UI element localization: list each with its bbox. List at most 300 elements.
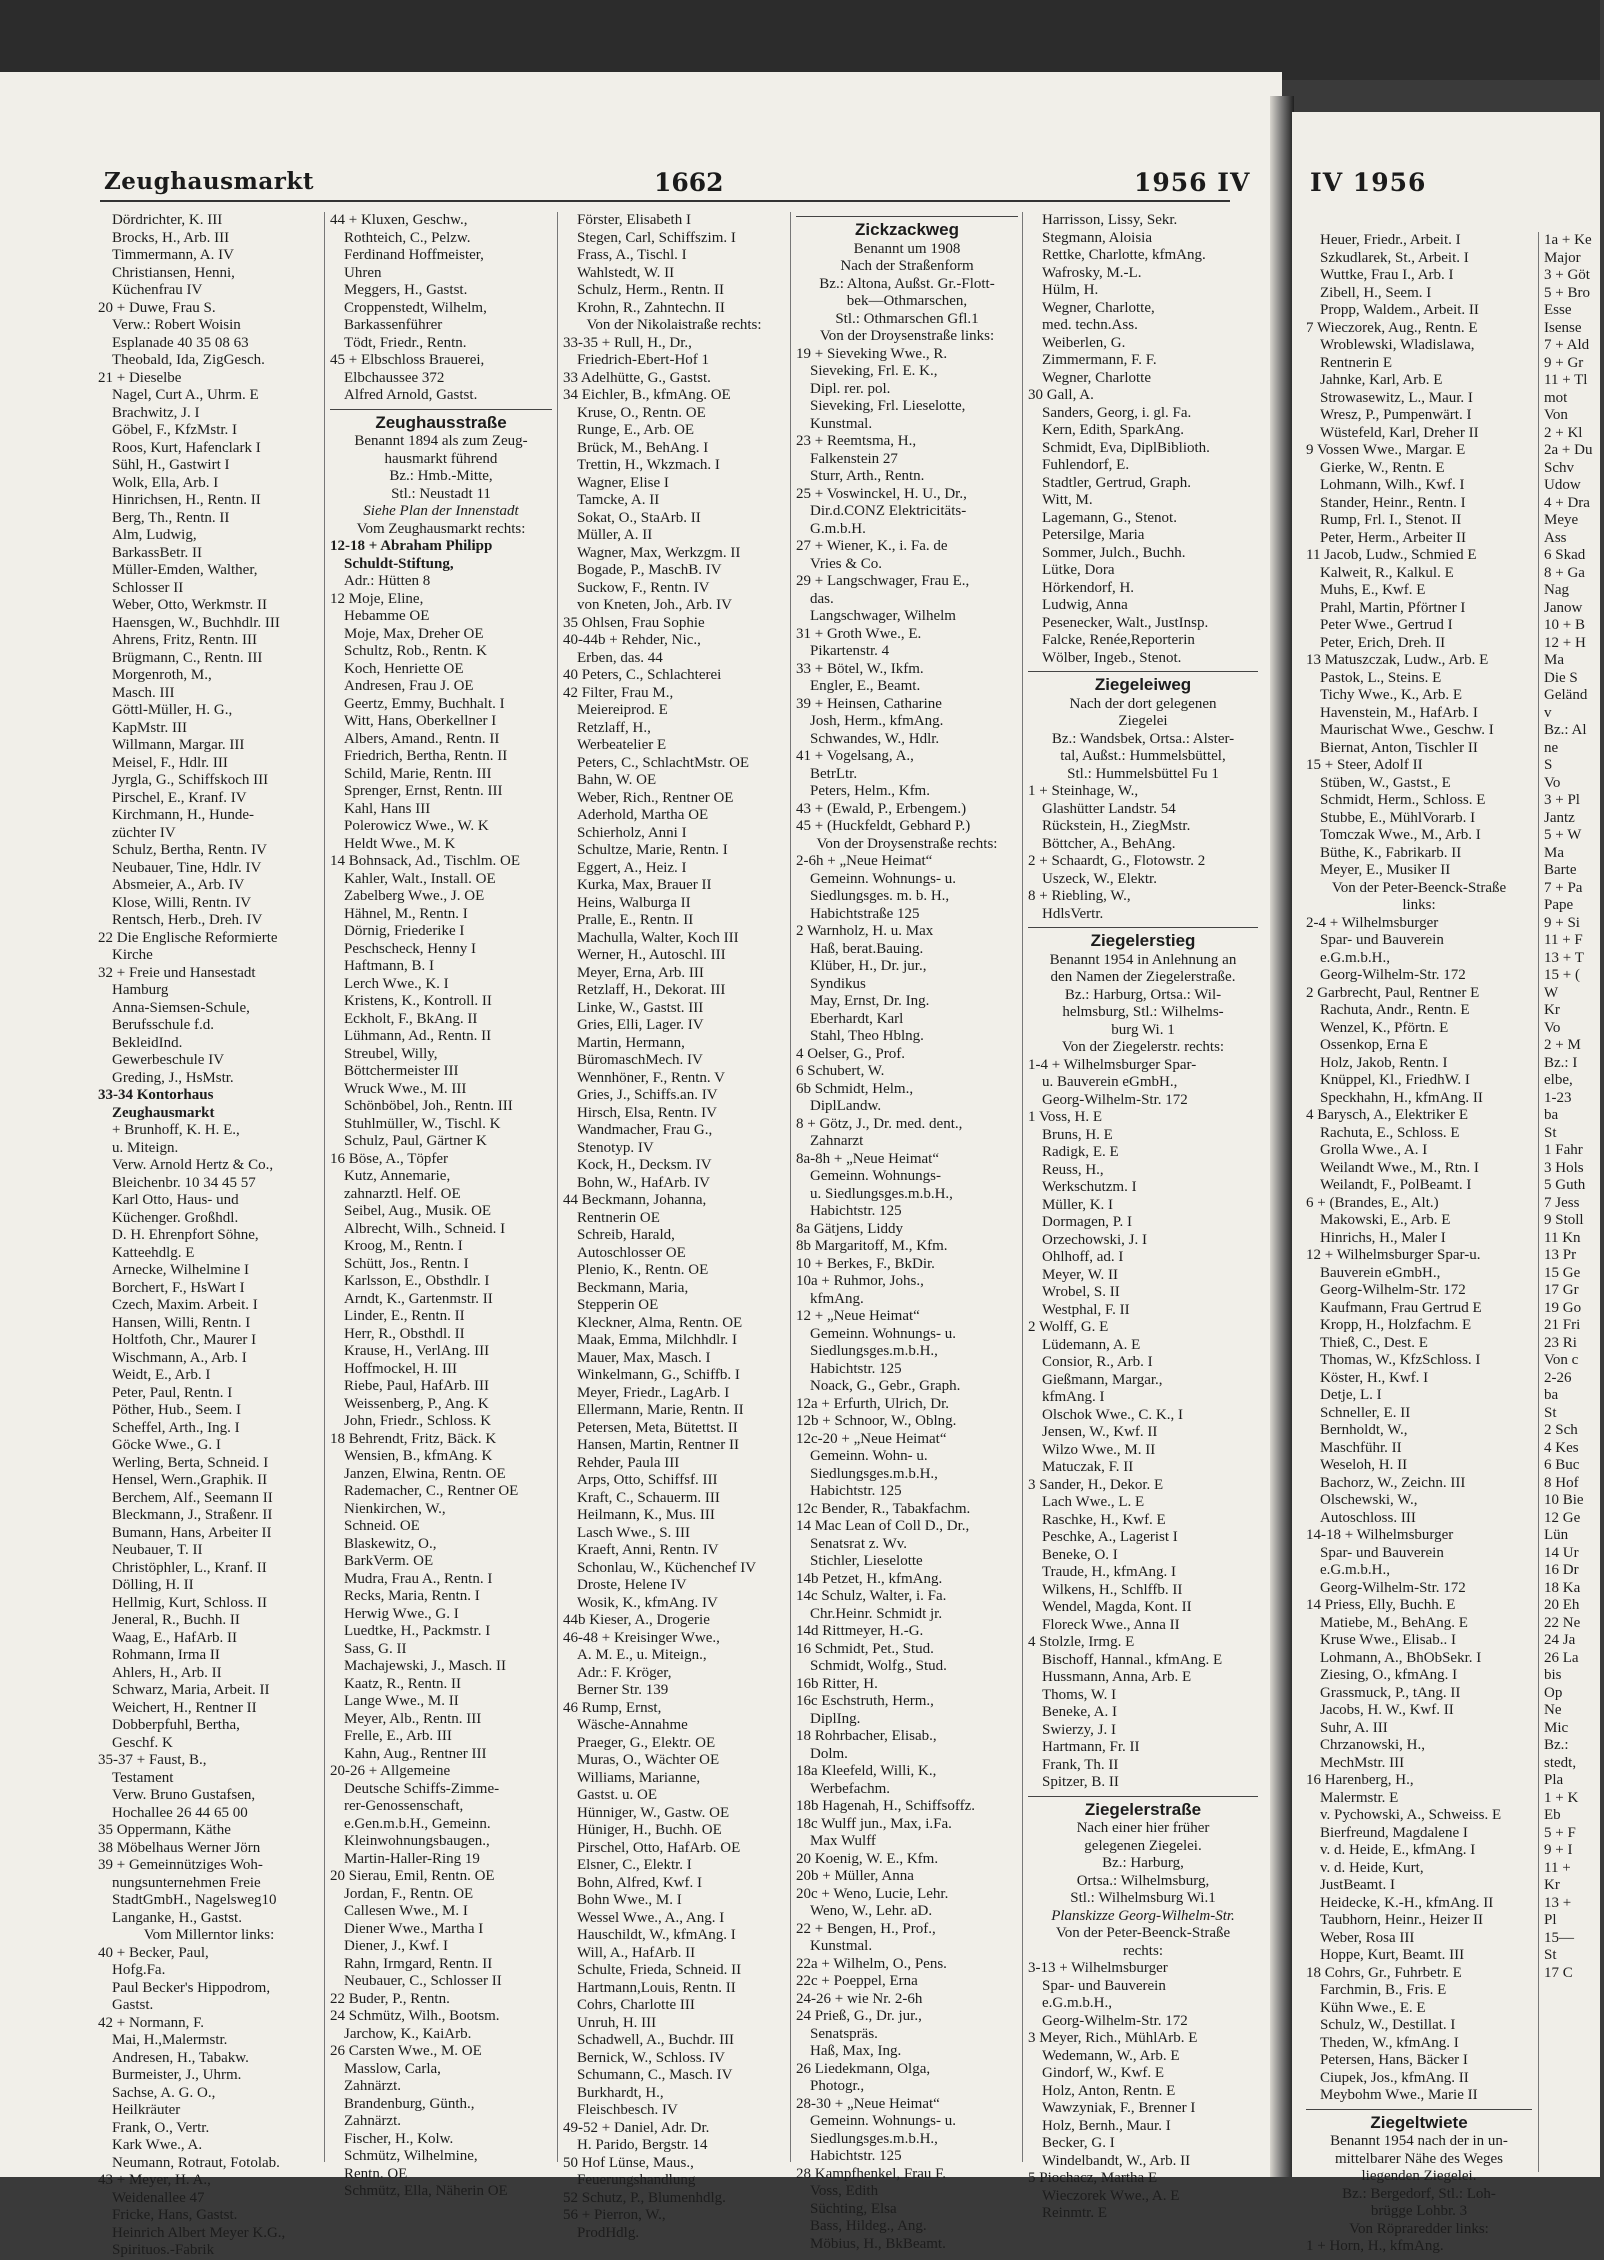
directory-entry-line: Habichtstr. 125 (810, 2148, 902, 2164)
directory-entry-line: Mic (1544, 1719, 1569, 1736)
directory-entry-line: Timmermann, A. IV (112, 247, 234, 263)
directory-entry-line: Berg, Th., Rentn. II (112, 509, 230, 526)
directory-entry-line: 42 + Normann, F. (98, 2014, 205, 2031)
directory-entry-line: Fuhlendorf, E. (1042, 457, 1130, 473)
directory-entry-line: Wawzyniak, F., Brenner I (1042, 2100, 1196, 2116)
directory-entry-line: burg Wi. 1 (1111, 1021, 1175, 1038)
directory-entry-line: Bumann, Hans, Arbeiter II (112, 1524, 272, 1541)
directory-entry-line: 5 Guth (1544, 1177, 1586, 1193)
directory-entry-line: Wensien, B., kfmAng. K (344, 1448, 493, 1464)
right-page-running-head: IV 1956 (1310, 168, 1427, 197)
directory-entry-line: Zabelberg Wwe., J. OE (344, 888, 485, 904)
directory-entry-line: Siedlungsges.m.b.H., (810, 2130, 938, 2147)
directory-entry-line: Zibell, H., Seem. I (1320, 284, 1432, 301)
directory-entry-line: Bruns, H. E (1042, 1126, 1113, 1143)
directory-entry-line: Hartmann, Fr. II (1042, 1739, 1140, 1755)
directory-entry-line: Maschführ. II (1320, 1439, 1402, 1456)
directory-entry-line: Lange Wwe., M. II (344, 1693, 459, 1709)
directory-entry-line: HdlsVertr. (1042, 905, 1104, 922)
directory-entry-line: Hauschildt, W., kfmAng. I (577, 1927, 736, 1943)
directory-entry-line: Diener Wwe., Martha I (344, 1920, 484, 1937)
directory-entry-line: Consior, R., Arb. I (1042, 1354, 1153, 1370)
directory-entry-line: 42 Filter, Frau M., (563, 684, 674, 701)
directory-entry-line: Gastst. u. OE (577, 1787, 657, 1803)
directory-entry-line: Müller, A. II (577, 527, 653, 543)
directory-entry-line: Fleischbesch. IV (577, 2102, 678, 2118)
directory-entry-line: 16 Dr (1544, 1562, 1579, 1578)
directory-entry-line: Haß, berat.Bauing. (810, 940, 924, 957)
directory-entry-line: Rademacher, C., Rentner OE (344, 1483, 519, 1499)
directory-entry-line: Dormagen, P. I (1042, 1214, 1132, 1230)
directory-entry-line: Neubauer, T. II (112, 1542, 203, 1558)
directory-entry-line: Hansen, Martin, Rentner II (577, 1437, 740, 1453)
directory-entry-line: Tamcke, A. II (577, 492, 660, 508)
directory-entry-line: Weber, Rosa III (1320, 1929, 1415, 1946)
directory-entry-line: Ahlers, H., Arb. II (112, 1664, 222, 1681)
directory-entry-line: 16b Ritter, H. (796, 1675, 878, 1692)
directory-entry-line: Stl.: Wilhelmsburg Wi.1 (1070, 1890, 1216, 1906)
directory-entry-line: 3-13 + Wilhelmsburger (1028, 1960, 1168, 1976)
directory-entry-line: 4 Barysch, A., Elektriker E (1306, 1107, 1469, 1123)
directory-entry-line: Wahlstedt, W. II (577, 264, 675, 281)
directory-entry-line: Suckow, F., Rentn. IV (577, 579, 710, 596)
directory-entry-line: rechts: (1123, 1942, 1163, 1959)
directory-entry-line: 18 Cohrs, Gr., Fuhrbetr. E (1306, 1964, 1462, 1981)
directory-entry-line: Weichert, H., Rentner II (112, 1699, 257, 1716)
directory-entry-line: Göttl-Müller, H. G., (112, 702, 233, 718)
directory-entry-line: Esse (1544, 302, 1572, 318)
directory-entry-line: 6 + (Brandes, E., Alt.) (1306, 1194, 1439, 1211)
directory-entry-line: 17 C (1544, 1964, 1573, 1981)
directory-entry-line: 40-44b + Rehder, Nic., (563, 632, 701, 648)
directory-entry-line: Sass, G. II (344, 1640, 407, 1657)
directory-entry-line: 18c Wulff jun., Max, i.Fa. (796, 1815, 952, 1832)
directory-entry-line: Werbeatelier E (577, 737, 667, 753)
directory-entry-line: Bischoff, Hannal., kfmAng. E (1042, 1651, 1223, 1668)
directory-entry-line: Josh, Herm., kfmAng. (810, 713, 944, 729)
directory-entry-line: Weno, W., Lehr. aD. (810, 1903, 933, 1919)
directory-entry-line: Holz, Jakob, Rentn. I (1320, 1054, 1448, 1071)
directory-entry-line: Will, A., HafArb. II (577, 1944, 696, 1961)
directory-entry-line: 10 Bie (1544, 1492, 1584, 1508)
directory-entry-line: 13 + (1544, 1894, 1572, 1911)
directory-entry-line: Siedlungsges. m. b. H., (810, 888, 950, 904)
directory-entry-line: Pesenecker, Walt., JustInsp. (1042, 614, 1209, 631)
directory-entry-line: Falkenstein 27 (810, 450, 898, 467)
directory-entry-line: u. Siedlungsges.m.b.H., (810, 1185, 953, 1202)
directory-entry-line: Vom Millerntor links: (143, 1927, 275, 1943)
directory-entry-line: 12a + Erfurth, Ulrich, Dr. (796, 1395, 950, 1412)
directory-entry-line: Retzlaff, H., Dekorat. III (577, 982, 726, 998)
directory-entry-line: 22 Buder, P., Rentn. (330, 1990, 450, 2007)
directory-entry-line: Thoms, W. I (1042, 1686, 1117, 1703)
directory-entry-line: 11 Kn (1544, 1229, 1581, 1246)
directory-entry-line: Pl (1544, 1912, 1557, 1928)
directory-entry-line: 8a Gätjens, Liddy (796, 1220, 904, 1237)
directory-entry-line: DiplLandw. (810, 1098, 882, 1114)
directory-entry-line: e.G.m.b.H., (1042, 1995, 1112, 2011)
directory-entry-line: 4 Kes (1544, 1439, 1579, 1456)
directory-entry-line: Eberhardt, Karl (810, 1010, 904, 1027)
directory-entry-line: Hirsch, Elsa, Rentn. IV (577, 1104, 717, 1121)
directory-entry-line: Gierke, W., Rentn. E (1320, 459, 1445, 476)
directory-entry-line: Anna-Siemsen-Schule, (112, 999, 250, 1016)
directory-entry-line: Ortsa.: Wilhelmsburg, (1076, 1872, 1210, 1889)
directory-entry-line: 20 + Duwe, Frau S. (98, 299, 216, 316)
directory-entry-line: helmsburg, Stl.: Wilhelms- (1062, 1004, 1224, 1020)
directory-entry-line: Weissenberg, P., Ang. K (344, 1395, 489, 1412)
directory-entry-line: 22 Die Englische Reformierte (98, 929, 278, 946)
directory-entry-line: Jordan, F., Rentn. OE (344, 1885, 474, 1902)
directory-entry-line: Farchmin, B., Fris. E (1320, 1982, 1447, 1998)
directory-entry-line: St (1544, 1404, 1557, 1421)
directory-entry-line: 31 + Groth Wwe., E. (796, 625, 922, 642)
directory-entry-line: links: (1402, 897, 1436, 913)
directory-entry-line: Kropp, H., Holzfachm. E (1320, 1317, 1472, 1333)
directory-entry-line: 3 Meyer, Rich., MühlArb. E (1028, 2030, 1198, 2046)
directory-entry-line: 12c Bender, R., Tabakfachm. (796, 1500, 971, 1517)
directory-entry-line: 8 Hof (1544, 1474, 1579, 1491)
directory-entry-line: Runge, E., Arb. OE (577, 422, 695, 438)
directory-entry-line: Prahl, Martin, Pförtner I (1320, 599, 1466, 616)
column-divider (790, 212, 791, 2162)
directory-entry-line: Linder, E., Rentn. II (344, 1308, 465, 1324)
directory-entry-line: Kahler, Walt., Install. OE (344, 870, 496, 887)
directory-entry-line: Gindorf, W., Kwf. E (1042, 2065, 1165, 2081)
directory-entry-line: Petersen, Meta, Bütettst. II (577, 1419, 738, 1436)
directory-entry-line: 22a + Wilhelm, O., Pens. (796, 1955, 947, 1972)
directory-entry-line: Wendel, Magda, Kont. II (1042, 1599, 1192, 1615)
directory-entry-line: Aderhold, Martha OE (577, 807, 709, 823)
directory-entry-line: Krause, H., VerlAng. III (344, 1343, 490, 1359)
directory-entry-line: ba (1544, 1387, 1559, 1403)
directory-entry-line: Bachorz, W., Zeichn. III (1320, 1474, 1466, 1491)
directory-entry-line: 13 + T (1544, 949, 1584, 966)
directory-entry-line: Stichler, Lieselotte (810, 1553, 923, 1569)
directory-entry-line: Heuer, Friedr., Arbeit. I (1320, 232, 1461, 248)
directory-entry-line: Bernick, W., Schloss. IV (577, 2049, 725, 2066)
directory-entry-line: Stander, Heinr., Rentn. I (1320, 494, 1466, 511)
directory-entry-line: ne (1544, 739, 1559, 756)
directory-entry-line: Albers, Amand., Rentn. II (344, 730, 500, 747)
directory-entry-line: Bohn, W., HafArb. IV (577, 1174, 710, 1191)
page-running-head: Zeughausmarkt (104, 168, 314, 195)
directory-entry-line: Kutz, Annemarie, (344, 1168, 451, 1184)
directory-entry-line: Von der Droysenstraße rechts: (816, 835, 998, 852)
directory-entry-line: Ludwig, Anna (1042, 597, 1128, 613)
directory-entry-line: Feuerungshandlung (577, 2172, 696, 2188)
right-directory-column (1306, 232, 1532, 2256)
directory-entry-line: 20 Sierau, Emil, Rentn. OE (330, 1868, 495, 1884)
directory-entry-line: brügge Lohbr. 3 (1370, 2203, 1468, 2219)
directory-entry-line: 14 Mac Lean of Coll D., Dr., (796, 1518, 970, 1534)
directory-entry-line: Hinrichs, H., Maler I (1320, 1229, 1446, 1246)
directory-entry-line: 38 Möbelhaus Werner Jörn (98, 1839, 261, 1856)
directory-entry-line: 10 + B (1544, 617, 1585, 633)
directory-entry-line: Nienkirchen, W., (344, 1500, 446, 1517)
directory-entry-line: v. d. Heide, E., kfmAng. I (1320, 1842, 1476, 1858)
directory-entry-line: 34 Eichler, B., kfmAng. OE (563, 387, 731, 403)
directory-entry-line: Weber, Rich., Rentner OE (577, 789, 734, 806)
directory-entry-line: 2-6h + „Neue Heimat“ (796, 853, 933, 869)
directory-entry-line: Bz.: Bergedorf, Stl.: Loh- (1342, 2185, 1496, 2202)
directory-entry-line: Habichtstraße 125 (810, 905, 920, 922)
directory-entry-line: Weidt, E., Arb. I (112, 1367, 211, 1383)
directory-entry-line: Hofg.Fa. (112, 1962, 166, 1978)
directory-entry-line: Klose, Willi, Rentn. IV (112, 894, 252, 911)
directory-entry-line: Barkassenführer (344, 317, 443, 333)
directory-entry-line: Jarchow, K., KaiArb. (344, 2025, 472, 2042)
directory-entry-line: Georg-Wilhelm-Str. 172 (1320, 1579, 1466, 1596)
directory-entry-line: Dolm. (810, 1745, 848, 1762)
directory-entry-line: Muhs, E., Kwf. E (1320, 582, 1426, 598)
directory-entry-line: 1 + Horn, H., kfmAng. (1306, 2238, 1444, 2254)
directory-entry-line: 25 + Voswinckel, H. U., Dr., (796, 485, 967, 502)
directory-entry-line: 45 + (Huckfeldt, Gebhard P.) (796, 818, 971, 834)
directory-entry-line: Uhren (344, 264, 382, 281)
directory-entry-line: Frank, O., Vertr. (112, 2119, 210, 2136)
directory-column-5 (1028, 212, 1258, 2221)
directory-entry-line: Maurischat Wwe., Geschw. I (1320, 722, 1494, 738)
directory-entry-line: Lasch Wwe., S. III (577, 1524, 691, 1541)
directory-entry-line: 6 Schubert, W. (796, 1063, 885, 1079)
directory-entry-line: 49-52 + Daniel, Adr. Dr. (563, 2119, 710, 2136)
directory-entry-line: 22c + Poeppel, Erna (796, 1973, 918, 1989)
directory-entry-line: Hoffmockel, H. III (344, 1360, 458, 1377)
directory-entry-line: Maak, Emma, Milchhdlr. I (577, 1332, 737, 1348)
directory-entry-line: Kalweit, R., Kalkul. E (1320, 564, 1454, 581)
directory-entry-line: Thieß, C., Dest. E (1320, 1334, 1428, 1351)
directory-entry-line: Alm, Ludwig, (112, 527, 197, 543)
directory-entry-line: Müller, K. I (1042, 1196, 1114, 1213)
directory-entry-line: Detje, L. I (1320, 1387, 1382, 1403)
directory-entry-line: Planskizze Georg-Wilhelm-Str. (1051, 1907, 1235, 1924)
directory-entry-line: 12c-20 + „Neue Heimat“ (796, 1430, 947, 1447)
directory-entry-line: Martin-Haller-Ring 19 (344, 1850, 480, 1867)
directory-entry-line: Gemeinn. Wohnungs- (810, 1168, 942, 1184)
directory-entry-line: Diener, J., Kwf. I (344, 1938, 448, 1954)
directory-entry-line: Hörkendorf, H. (1042, 579, 1135, 596)
directory-entry-line: Heilkräuter (112, 2102, 181, 2118)
directory-entry-line: Nach der Straßenform (840, 258, 974, 274)
directory-entry-line: Vries & Co. (810, 555, 883, 572)
directory-entry-line: Schmütz, Wilhelmine, (344, 2148, 478, 2164)
directory-entry-line: Ass (1544, 529, 1567, 546)
directory-entry-line: Raschke, H., Kwf. E (1042, 1511, 1166, 1528)
directory-entry-line: 44b Kieser, A., Drogerie (563, 1612, 710, 1628)
directory-entry-line: Weidenallee 47 (112, 2189, 205, 2206)
directory-entry-line: Senatsrat z. Wv. (810, 1535, 908, 1552)
directory-entry-line: Katteehdlg. E (112, 1244, 195, 1261)
directory-entry-line: 2 + M (1544, 1037, 1581, 1053)
directory-entry-line: Bz.: Harburg, Ortsa.: Wil- (1064, 986, 1222, 1003)
directory-entry-line: Absmeier, A., Arb. IV (112, 877, 245, 893)
directory-entry-line: Ziesing, O., kfmAng. I (1320, 1667, 1458, 1683)
directory-entry-line: Weseloh, H. II (1320, 1457, 1408, 1473)
directory-entry-line: den Namen der Ziegelerstraße. (1050, 969, 1236, 985)
book-gutter (1270, 96, 1294, 2177)
directory-entry-line: + Brunhoff, K. H. E., (112, 1122, 240, 1138)
directory-entry-line: Klüber, H., Dr. jur., (810, 958, 927, 974)
directory-entry-line: Morgenroth, M., (112, 667, 212, 683)
directory-entry-line: 40 + Becker, Paul, (98, 1944, 209, 1961)
directory-entry-line: von Kneten, Joh., Arb. IV (577, 597, 732, 613)
directory-entry-line: 2-26 (1544, 1369, 1572, 1386)
directory-entry-line: Stegen, Carl, Schiffszim. I (577, 229, 736, 246)
directory-entry-line: Schadwell, A., Buchdr. III (577, 2032, 735, 2048)
directory-entry-line: Matiebe, M., BehAng. E (1320, 1614, 1468, 1631)
directory-entry-line: 3 Hols (1544, 1159, 1584, 1176)
directory-entry-line: Schmidt, Wolfg., Stud. (810, 1658, 947, 1674)
directory-entry-line: Werkschutzm. I (1042, 1179, 1137, 1195)
directory-entry-line: 11 + (1544, 1859, 1571, 1876)
directory-entry-line: Wuttke, Frau I., Arb. I (1320, 267, 1454, 283)
directory-entry-line: Sanders, Georg, i. gl. Fa. (1042, 404, 1192, 421)
directory-entry-line: 13 Pr (1544, 1247, 1577, 1263)
directory-entry-line: 14-18 + Wilhelmsburger (1306, 1527, 1454, 1543)
directory-entry-line: 22 + Bengen, H., Prof., (796, 1920, 936, 1937)
directory-entry-line: Hünniger, W., Gastw. OE (577, 1804, 730, 1821)
directory-entry-line: Meggers, H., Gastst. (344, 282, 468, 298)
directory-entry-line: Habichtstr. 125 (810, 1483, 902, 1499)
directory-entry-line: stedt, (1544, 1754, 1577, 1771)
directory-entry-line: Ma (1544, 652, 1564, 668)
directory-entry-line: 33-35 + Rull, H., Dr., (563, 334, 692, 351)
directory-entry-line: Machajewski, J., Masch. II (344, 1658, 507, 1674)
directory-entry-line: Beneke, A. I (1042, 1704, 1117, 1720)
directory-entry-line: Siehe Plan der Innenstadt (363, 503, 519, 519)
directory-entry-line: 9 Vossen Wwe., Margar. E (1306, 442, 1466, 458)
directory-entry-line: Dobberpfuhl, Bertha, (112, 1717, 240, 1733)
directory-entry-line: Chr.Heinr. Schmidt jr. (810, 1605, 943, 1622)
directory-entry-line: BekleidInd. (112, 1034, 183, 1051)
directory-entry-line: Kirche (112, 947, 153, 963)
directory-entry-line: Dölling, H. II (112, 1577, 194, 1593)
directory-entry-line: Meyer, Friedr., LagArb. I (577, 1384, 730, 1401)
directory-entry-line: H. Parido, Bergstr. 14 (577, 2137, 708, 2153)
directory-entry-line: Witt, M. (1042, 492, 1093, 508)
directory-entry-line: 15 + Steer, Adolf II (1306, 757, 1423, 773)
directory-entry-line: rer-Genossenschaft, (344, 1798, 464, 1814)
directory-entry-line: 44 + Kluxen, Geschw., (330, 212, 468, 228)
directory-entry-line: 2 Garbrecht, Paul, Rentner E (1306, 984, 1480, 1001)
directory-entry-line: 18b Hagenah, H., Schiffsoffz. (796, 1798, 975, 1814)
directory-entry-line: 20c + Weno, Lucie, Lehr. (796, 1885, 949, 1902)
column-divider (1538, 232, 1539, 2172)
directory-entry-line: St (1544, 1947, 1557, 1963)
directory-entry-line: Stl.: Hummelsbüttel Fu 1 (1067, 765, 1219, 782)
directory-entry-line: Werner, H., Autoschl. III (577, 947, 726, 963)
directory-entry-line: bis (1544, 1667, 1562, 1683)
directory-entry-line: Wosik, K., kfmAng. IV (577, 1594, 718, 1611)
directory-entry-line: 46 Rump, Ernst, (563, 1699, 662, 1716)
directory-entry-line: Wresz, P., Pumpenwärt. I (1320, 407, 1472, 423)
directory-entry-line: Stegmann, Aloisia (1042, 229, 1152, 246)
directory-entry-line: Peters, Helm., Kfm. (810, 783, 930, 799)
directory-entry-line: Siedlungsges.m.b.H., (810, 1465, 938, 1482)
directory-entry-line: Elbchaussee 372 (344, 369, 445, 386)
directory-entry-line: Major (1544, 249, 1581, 266)
directory-entry-line: Kühn Wwe., E. E (1320, 1999, 1426, 2016)
directory-entry-line: 14b Petzet, H., kfmAng. (796, 1570, 943, 1587)
directory-entry-line: Radigk, E. E (1042, 1144, 1119, 1160)
directory-entry-line: Kunstmal. (810, 415, 873, 432)
directory-entry-line: 56 + Pierron, W., (563, 2207, 666, 2223)
directory-entry-line: Alfred Arnold, Gastst. (344, 387, 478, 403)
directory-entry-line: Masch. III (112, 684, 175, 701)
directory-entry-line: Wruck Wwe., M. III (344, 1080, 467, 1097)
directory-entry-line: 2 + Kl (1544, 424, 1583, 441)
directory-entry-line: Die S (1544, 669, 1578, 686)
directory-entry-line: Harrisson, Lissy, Sekr. (1042, 212, 1178, 228)
directory-entry-line: Sieveking, Frl. E. K., (810, 363, 938, 379)
directory-entry-line: Olschok Wwe., C. K., I (1042, 1406, 1183, 1423)
directory-entry-line: Jeneral, R., Buchh. II (112, 1612, 240, 1628)
directory-entry-line: Hussmann, Anna, Arb. E (1042, 1669, 1192, 1685)
directory-entry-line: Floreck Wwe., Anna II (1042, 1616, 1180, 1633)
directory-entry-line: Winkelmann, G., Schiffb. I (577, 1367, 740, 1383)
directory-entry-line: Friedrich-Ebert-Hof 1 (577, 352, 710, 368)
directory-entry-line: 16 Böse, A., Töpfer (330, 1150, 449, 1167)
directory-entry-line: u. Miteign. (112, 1139, 179, 1156)
directory-entry-line: Wandmacher, Frau G., (577, 1122, 713, 1138)
directory-entry-line: Ohlhoff, ad. I (1042, 1249, 1124, 1265)
directory-entry-line: Wischmann, A., Arb. I (112, 1349, 247, 1366)
directory-entry-line: Peter, Herm., Arbeiter II (1320, 529, 1467, 546)
directory-entry-line: Zimmermann, F. F. (1042, 352, 1157, 368)
directory-entry-line: Theden, W., kfmAng. I (1320, 2034, 1459, 2051)
directory-entry-line: KapMstr. III (112, 719, 187, 736)
directory-entry-line: Meyer, Erna, Arb. III (577, 964, 704, 981)
street-heading: Ziegelerstieg (1028, 927, 1258, 950)
directory-entry-line: Lütke, Dora (1042, 562, 1115, 578)
directory-entry-line: 35-37 + Faust, B., (98, 1752, 207, 1768)
directory-entry-line: Voss, Edith (810, 2183, 879, 2199)
directory-entry-line: Noack, G., Gebr., Graph. (810, 1378, 961, 1394)
directory-entry-line: Rohmann, Irma II (112, 1647, 220, 1663)
directory-entry-line: Waag, E., HafArb. II (112, 1629, 237, 1646)
directory-entry-line: Peschke, A., Lagerist I (1042, 1529, 1178, 1545)
directory-entry-line: Peter Wwe., Gertrud I (1320, 617, 1453, 633)
directory-entry-line: Taubhorn, Heinr., Heizer II (1320, 1912, 1484, 1928)
directory-entry-line: 7 Wieczorek, Aug., Rentn. E (1306, 319, 1478, 336)
directory-entry-line: mot (1544, 389, 1568, 406)
directory-entry-line: Machulla, Walter, Koch III (577, 929, 739, 946)
directory-entry-line: Geländ (1544, 687, 1588, 703)
directory-entry-line: Schild, Marie, Rentn. III (344, 765, 492, 782)
directory-entry-line: BarkVerm. OE (344, 1553, 434, 1569)
directory-entry-line: Witt, Hans, Oberkellner I (344, 713, 497, 729)
directory-entry-line: Arnecke, Wilhelmine I (112, 1262, 249, 1278)
directory-entry-line: Haftmann, B. I (344, 958, 434, 974)
directory-entry-line: Erben, das. 44 (577, 649, 663, 666)
directory-entry-line: 33 + Bötel, W., Ikfm. (796, 660, 924, 677)
directory-entry-line: Schulz, Herm., Rentn. II (577, 282, 725, 298)
directory-entry-line: St (1544, 1124, 1557, 1141)
directory-entry-line: Pöther, Hub., Seem. I (112, 1402, 241, 1418)
directory-entry-line: Thomas, W., KfzSchloss. I (1320, 1352, 1481, 1368)
directory-entry-line: nungsunternehmen Freie (112, 1874, 261, 1891)
directory-entry-line: 2-4 + Wilhelmsburger (1306, 914, 1439, 931)
directory-entry-line: Benannt 1894 als zum Zeug- (354, 433, 528, 449)
directory-entry-line: BarkassBetr. II (112, 544, 202, 561)
directory-entry-line: Schneller, E. II (1320, 1404, 1411, 1421)
directory-entry-line: Gastst. (112, 1997, 154, 2013)
directory-entry-line: Senatspräs. (810, 2025, 878, 2042)
directory-entry-line: Benannt 1954 in Anlehnung an (1049, 951, 1237, 968)
directory-entry-line: Stüben, W., Gastst., E (1320, 774, 1451, 791)
directory-entry-line: 26 Carsten Wwe., M. OE (330, 2043, 482, 2059)
